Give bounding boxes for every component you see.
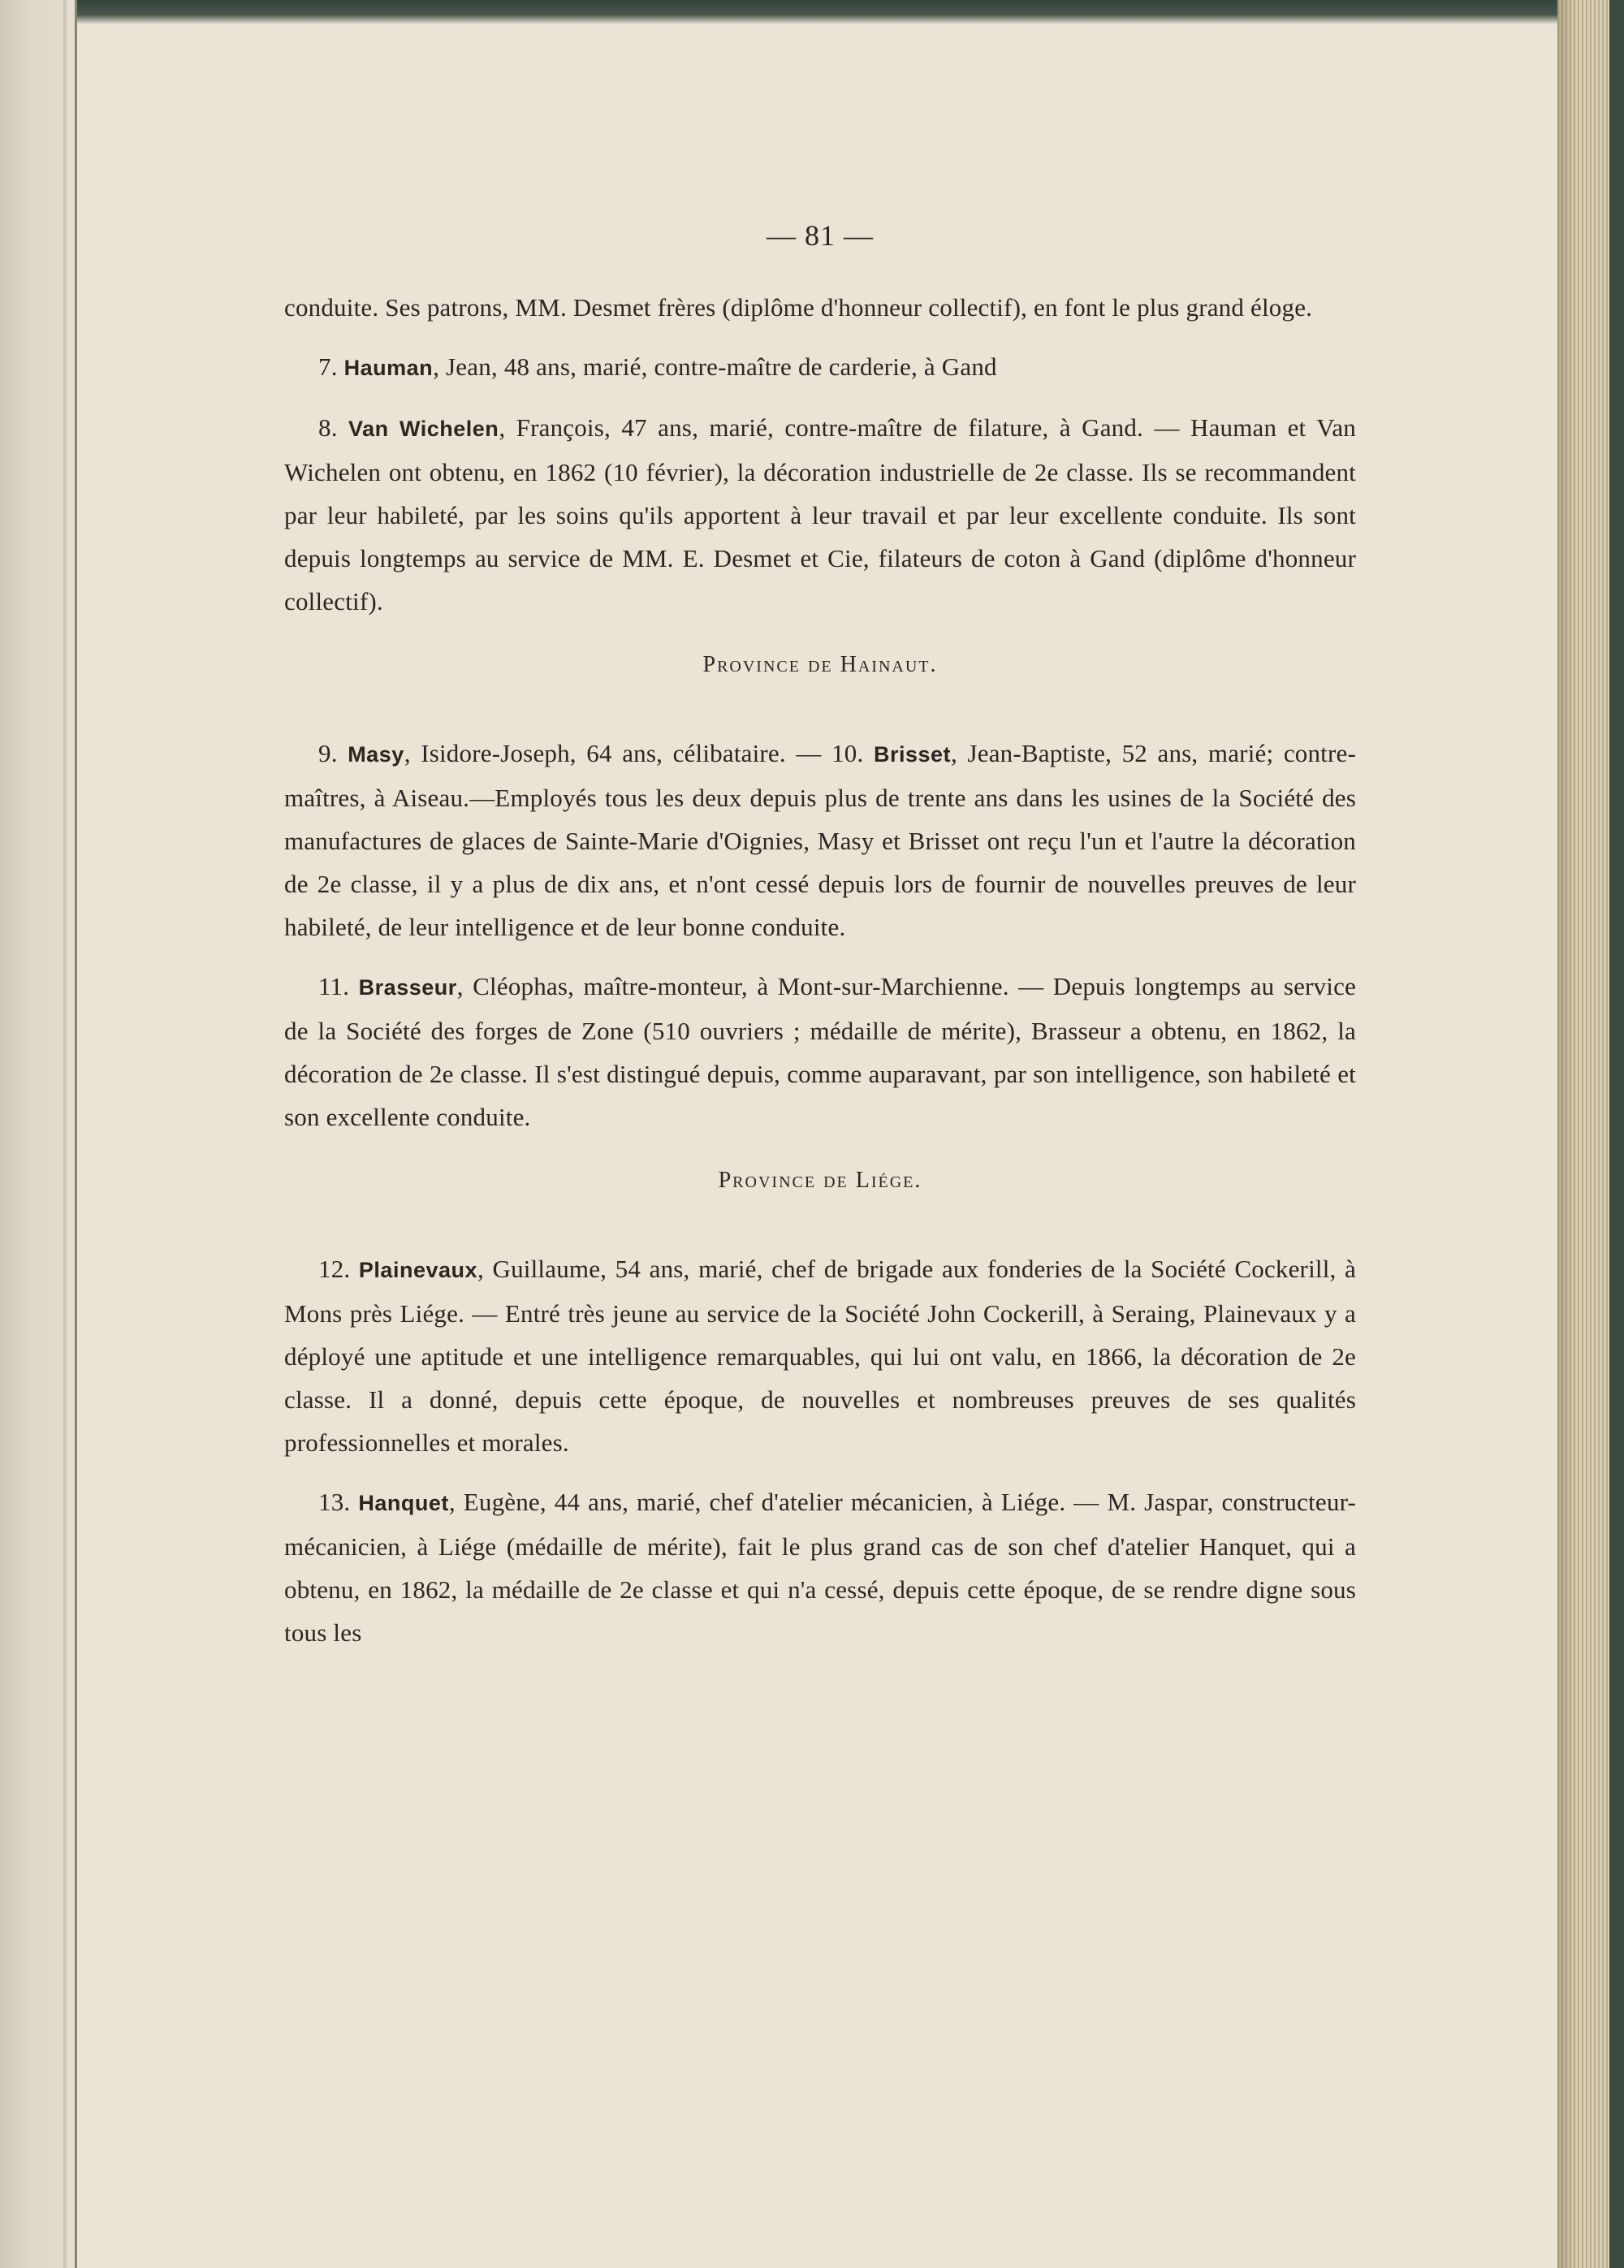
entry-8 (284, 406, 1356, 623)
entry-number: 11. (318, 972, 350, 1000)
entry-text: , Guillaume, 54 ans, marié, chef de brigade aux fonderies de la Société Cockerill, à Mons près Liége. — Entré très jeune au service de la Société John Cockerill, à Seraing, Plainevaux y a déployé une aptitude et une intelligence remarquables, qui lui ont valu, en 1866, la décoration de 2e classe. Il a donné, depuis cette époque, de nouvelles et nombreuses preuves de ses qualités professionnelles et morales. (284, 1255, 1356, 1457)
page-number: — 81 — (767, 219, 874, 252)
intro-paragraph: conduite. Ses patrons, MM. Desmet frères (diplôme d'honneur collectif), en font le plus grand éloge. (284, 293, 1313, 322)
entry-7 (284, 345, 1356, 390)
entry-number: 9. (318, 739, 338, 767)
gutter-shadow (63, 0, 68, 2268)
entry-name: Masy (348, 742, 404, 767)
entry-number: 7. (318, 352, 338, 381)
entry-name-2: Brisset (873, 742, 952, 767)
entry-9-10 (284, 732, 1356, 948)
book-cover-top (0, 0, 1624, 24)
entry-text-2: , Jean-Baptiste, 52 ans, marié; contre-maîtres, à Aiseau.—Employés tous les deux depuis plus de trente ans dans les usines de la Société des manufactures de glaces de Sainte-Marie d'Oignies, Masy et Brisset ont reçu l'un et l'autre la décoration de 2e classe, il y a plus de dix ans, et n'ont cessé depuis lors de fournir de nouvelles preuves de leur habileté, de leur intelligence et de leur bonne conduite. (284, 739, 1356, 941)
entry-text: , Eugène, 44 ans, marié, chef d'atelier mécanicien, à Liége. — M. Jaspar, constructeur-mécanicien, à Liége (médaille de mérite), fait le plus grand cas de son chef d'atelier Hanquet, qui a obtenu, en 1862, la médaille de 2e classe et qui n'a cessé, depuis cette époque, de se rendre digne sous tous les (284, 1488, 1356, 1647)
entry-text: , Jean, 48 ans, marié, contre-maître de carderie, à Gand (433, 352, 997, 381)
entry-name: Brasseur (358, 975, 457, 1000)
text-block (284, 219, 1356, 1670)
entry-text: , Cléophas, maître-monteur, à Mont-sur-Marchienne. — Depuis longtemps au service de la Société des forges de Zone (510 ouvriers ; médaille de mérite), Brasseur a obtenu, en 1862, la décoration de 2e classe. Il s'est distingué depuis, comme auparavant, par son intelligence, son habileté et son excellente conduite. (284, 972, 1356, 1131)
left-page-edge (0, 0, 77, 2268)
section-heading-hainaut: Province de Hainaut. (702, 652, 938, 677)
entry-name: Hauman (343, 356, 434, 380)
entry-11 (284, 965, 1356, 1138)
entry-name: Hanquet (358, 1491, 449, 1515)
entry-text: , François, 47 ans, marié, contre-maître de filature, à Gand. — Hauman et Van Wichelen ont obtenu, en 1862 (10 février), la décoration industrielle de 2e classe. Ils se recommandent par leur habileté, par les soins qu'ils apportent à leur travail et par leur excellente conduite. Ils sont depuis longtemps au service de MM. E. Desmet et Cie, filateurs de coton à Gand (diplôme d'honneur collectif). (284, 413, 1357, 616)
entry-number: 8. (318, 413, 338, 442)
entry-number: 12. (318, 1255, 351, 1283)
page-stack-shade (1559, 0, 1577, 2268)
section-heading-liege: Province de Liége. (718, 1168, 922, 1193)
entry-12 (284, 1247, 1356, 1464)
book-cover-right (1609, 0, 1624, 2268)
entry-name: Plainevaux (358, 1258, 477, 1282)
entry-name: Van Wichelen (348, 417, 499, 441)
entry-number: 13. (318, 1488, 351, 1516)
entry-text: , Isidore-Joseph, 64 ans, célibataire. — 10. (404, 739, 874, 767)
right-page-stack (1557, 0, 1624, 2268)
entry-13 (284, 1480, 1356, 1654)
